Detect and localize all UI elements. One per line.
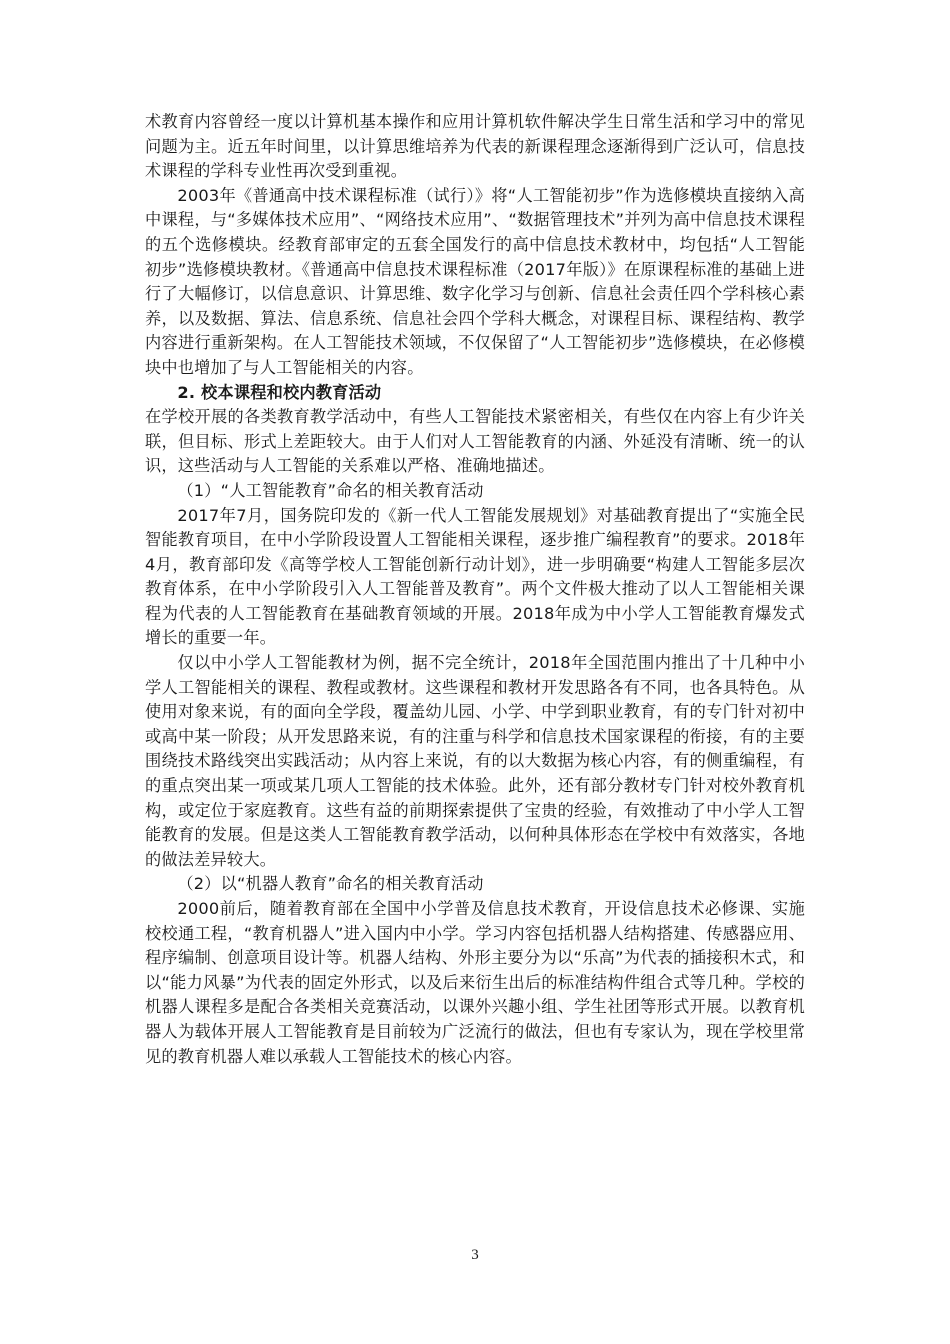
section-heading-school-based-curriculum: 2. 校本课程和校内教育活动 — [177, 382, 382, 402]
paragraph-school-activities: 在学校开展的各类教育教学活动中，有些人工智能技术紧密相关，有些仅在内容上有少许关联，但目标、形式上差距较大。由于人们对人工智能教育的内涵、外延没有清晰、统一的认识，这些活动与人工智能的关系难以严格、准确地描述。 — [145, 407, 805, 476]
subheading-robot-education: （2）以“机器人教育”命名的相关教育活动 — [177, 874, 484, 894]
paragraph-ai-textbooks: 仅以中小学人工智能教材为例，据不完全统计，2018年全国范围内推出了十几种中小学人工智能相关的课程、教程或教材。这些课程和教材开发思路各有不同，也各具特色。从使用对象来说，有的面向全学段，覆盖幼儿园、小学、中学到职业教育，有的专门针对初中或高中某一阶段；从开发思路来说，有的注重与科学和信息技术国家课程的衔接，有的主要围绕技术路线突出实践活动；从内容上来说，有的以大数据为核心内容，有的侧重编程，有的重点突出某一项或某几项人工智能的技术体验。此外，还有部分教材专门针对校外教育机构，或定位于家庭教育。这些有益的前期探索提供了宝贵的经验，有效推动了中小学人工智能教育的发展。但是这类人工智能教育教学活动，以何种具体形态在学校中有效落实，各地的做法差异较大。 — [145, 653, 805, 869]
paragraph-robot-education: 2000前后，随着教育部在全国中小学普及信息技术教育，开设信息技术必修课、实施校校通工程，“教育机器人”进入国内中小学。学习内容包括机器人结构搭建、传感器应用、程序编制、创意项目设计等。机器人结构、外形主要分为以“乐高”为代表的插接积木式，和以“能力风暴”为代表的固定外形式，以及后来衍生出后的标准结构件组合式等几种。学校的机器人课程多是配合各类相关竞赛活动，以课外兴趣小组、学生社团等形式开展。以教育机器人为载体开展人工智能教育是目前较为广泛流行的做法，但也有专家认为，现在学校里常见的教育机器人难以承载人工智能技术的核心内容。 — [145, 899, 805, 1066]
subheading-ai-education: （1）“人工智能教育”命名的相关教育活动 — [177, 480, 484, 500]
body-text — [145, 110, 805, 1069]
paragraph-ai-policy: 2017年7月，国务院印发的《新一代人工智能发展规划》对基础教育提出了“实施全民智能教育项目，在中小学阶段设置人工智能相关课程，逐步推广编程教育”的要求。2018年4月，教育部印发《高等学校人工智能创新行动计划》，进一步明确要“构建人工智能多层次教育体系，在中小学阶段引入人工智能普及教育”。两个文件极大推动了以人工智能相关课程为代表的人工智能教育在基础教育领域的开展。2018年成为中小学人工智能教育爆发式增长的重要一年。 — [145, 505, 805, 648]
page-number: 3 — [471, 1247, 479, 1263]
paragraph-curriculum-standards: 2003年《普通高中技术课程标准（试行）》将“人工智能初步”作为选修模块直接纳入高中课程，与“多媒体技术应用”、“网络技术应用”、“数据管理技术”并列为高中信息技术课程的五个选修模块。经教育部审定的五套全国发行的高中信息技术教材中，均包括“人工智能初步”选修模块教材。《普通高中信息技术课程标准（2017年版）》在原课程标准的基础上进行了大幅修订，以信息意识、计算思维、数字化学习与创新、信息社会责任四个学科核心素养，以及数据、算法、信息系统、信息社会四个学科大概念，对课程目标、课程结构、教学内容进行重新架构。在人工智能技术领域，不仅保留了“人工智能初步”选修模块，在必修模块中也增加了与人工智能相关的内容。 — [145, 185, 805, 377]
paragraph-continuation: 术教育内容曾经一度以计算机基本操作和应用计算机软件解决学生日常生活和学习中的常见问题为主。近五年时间里，以计算思维培养为代表的新课程理念逐渐得到广泛认可，信息技术课程的学科专业性再次受到重视。 — [145, 112, 805, 181]
